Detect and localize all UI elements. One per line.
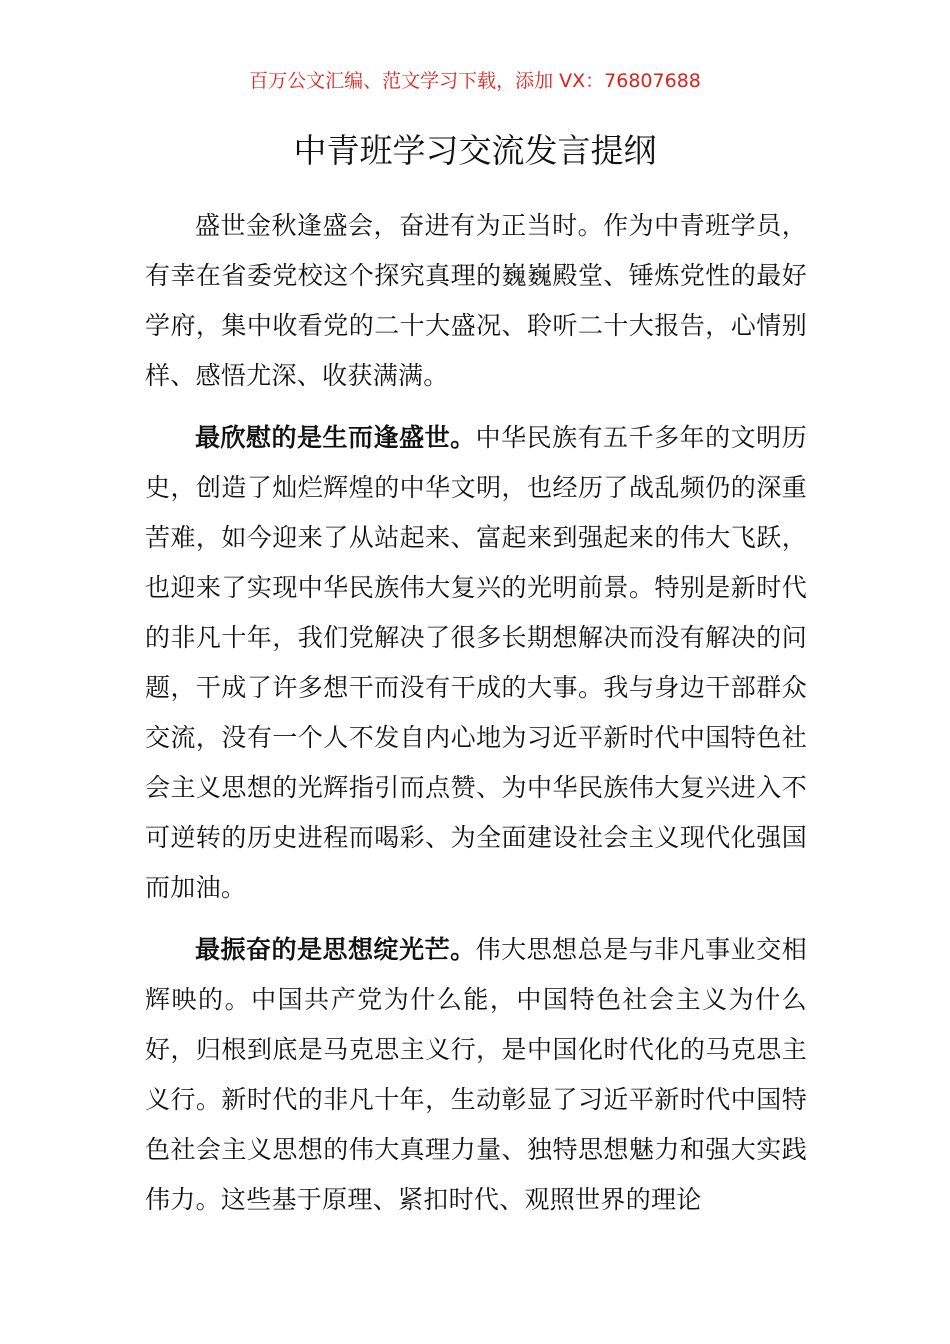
paragraph-text: 盛世金秋逢盛会，奋进有为正当时。作为中青班学员，有幸在省委党校这个探究真理的巍巍殿堂、锤炼党性的最好学府，集中收看党的二十大盛况、聆听二十大报告，心情别样、感悟尤深、收获满满。 bbox=[145, 211, 807, 390]
paragraph-intro bbox=[145, 201, 807, 401]
paragraph-point-1 bbox=[145, 413, 807, 913]
header-note: 百万公文汇编、范文学习下载，添加 VX：76807688 bbox=[249, 70, 701, 92]
paragraph-lead: 最欣慰的是生而逢盛世。 bbox=[195, 423, 476, 452]
paragraph-lead: 最振奋的是思想绽光芒。 bbox=[195, 935, 476, 964]
document-title: 中青班学习交流发言提纲 bbox=[293, 131, 657, 170]
paragraph-text: 中华民族有五千多年的文明历史，创造了灿烂辉煌的中华文明，也经历了战乱频仍的深重苦难，如今迎来了从站起来、富起来到强起来的伟大飞跃，也迎来了实现中华民族伟大复兴的光明前景。特别是新时代的非凡十年，我们党解决了很多长期想解决而没有解决的问题，干成了许多想干而没有干成的大事。我与身边干部群众交流，没有一个人不发自内心地为习近平新时代中国特色社会主义思想的光辉指引而点赞、为中华民族伟大复兴进入不可逆转的历史进程而喝彩、为全面建设社会主义现代化强国而加油。 bbox=[145, 423, 807, 902]
paragraph-point-2 bbox=[145, 925, 807, 1225]
document-body bbox=[145, 201, 807, 1237]
paragraph-text: 伟大思想总是与非凡事业交相辉映的。中国共产党为什么能，中国特色社会主义为什么好，归根到底是马克思主义行，是中国化时代化的马克思主义行。新时代的非凡十年，生动彰显了习近平新时代中国特色社会主义思想的伟大真理力量、独特思想魅力和强大实践伟力。这些基于原理、紧扣时代、观照世界的理论 bbox=[145, 935, 807, 1214]
